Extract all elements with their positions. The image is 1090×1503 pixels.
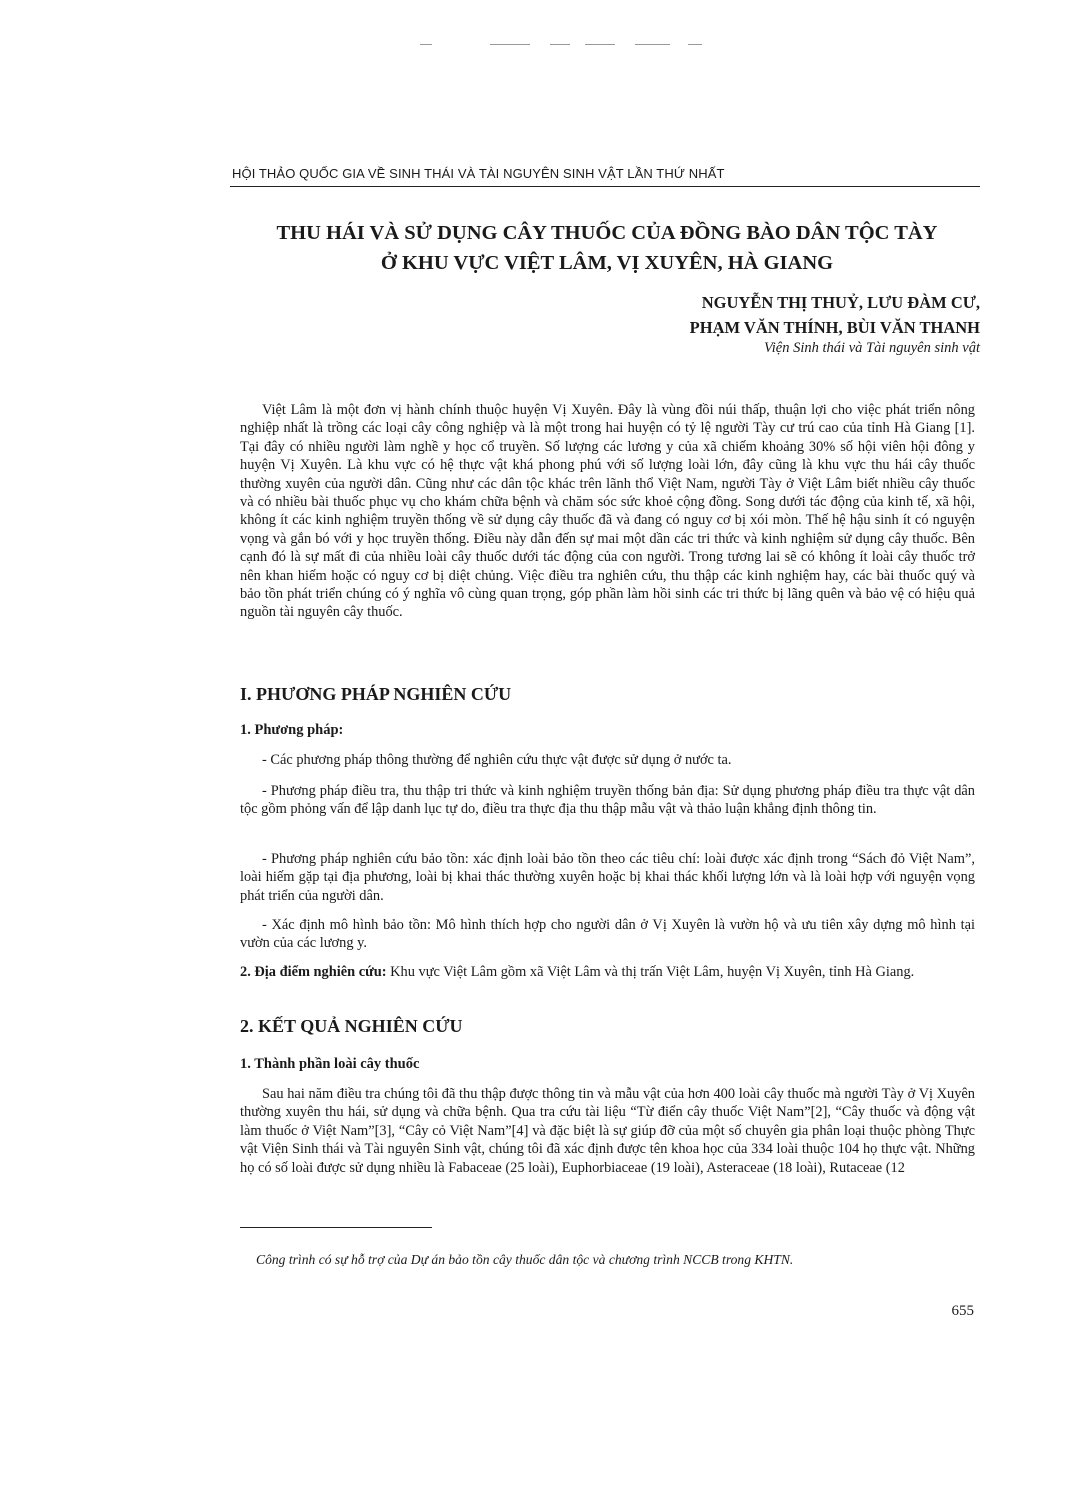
study-site-label: 2. Địa điểm nghiên cứu: xyxy=(240,964,387,980)
subheading-methods: 1. Phương pháp: xyxy=(240,722,344,738)
author-list xyxy=(560,290,980,340)
section-heading-methods: I. PHƯƠNG PHÁP NGHIÊN CỨU xyxy=(240,684,512,704)
paper-title xyxy=(232,218,982,278)
title-line-1: THU HÁI VÀ SỬ DỤNG CÂY THUỐC CỦA ĐỒNG BÀO DÂN TỘC TÀY xyxy=(276,222,938,244)
footnote-rule xyxy=(240,1227,432,1228)
affiliation: Viện Sinh thái và Tài nguyên sinh vật xyxy=(764,340,980,356)
section-heading-results: 2. KẾT QUẢ NGHIÊN CỨU xyxy=(240,1016,463,1036)
page-number: 655 xyxy=(951,1303,974,1319)
title-line-2: Ở KHU VỰC VIỆT LÂM, VỊ XUYÊN, HÀ GIANG xyxy=(380,252,834,274)
authors-line-1: NGUYỄN THỊ THUỶ, LƯU ĐÀM CƯ, xyxy=(701,293,980,312)
method-item-3: - Phương pháp nghiên cứu bảo tồn: xác định loài bảo tồn theo các tiêu chí: loài được xác định trong “Sách đỏ Việt Nam”, loài hiếm gặp tại địa phương, loài bị khai thác thường xuyên hoặc bị khai thác khối lượng lớn và là loài hợp với nguyện vọng phát triển của người dân. xyxy=(240,851,975,904)
subheading-species: 1. Thành phần loài cây thuốc xyxy=(240,1056,420,1072)
method-item-1: - Các phương pháp thông thường để nghiên cứu thực vật được sử dụng ở nước ta. xyxy=(262,752,732,768)
study-site-text: Khu vực Việt Lâm gồm xã Việt Lâm và thị trấn Việt Lâm, huyện Vị Xuyên, tỉnh Hà Giang. xyxy=(386,964,915,980)
study-site-paragraph xyxy=(240,963,975,981)
header-rule xyxy=(230,186,980,187)
running-head: HỘI THẢO QUỐC GIA VỀ SINH THÁI VÀ TÀI NGUYÊN SINH VẬT LẦN THỨ NHẤT xyxy=(232,166,725,181)
authors-line-2: PHẠM VĂN THÍNH, BÙI VĂN THANH xyxy=(689,318,980,337)
intro-paragraph: Việt Lâm là một đơn vị hành chính thuộc huyện Vị Xuyên. Đây là vùng đồi núi thấp, thuận lợi cho việc phát triển nông nghiệp nhất là trồng các loại cây công nghiệp và là một trong hai huyện có tỷ lệ người Tày cư trú cao của tỉnh Hà Giang [1]. Tại đây có nhiều người làm nghề y học cổ truyền. Số lượng các lương y của xã chiếm khoảng 30% số hội viên hội đông y huyện Vị Xuyên. Là khu vực có hệ thực vật khá phong phú với số lượng loài lớn, đây cũng là khu vực thu hái cây thuốc thường xuyên của người dân. Cũng như các dân tộc khác trên lãnh thổ Việt Nam, người Tày ở Việt Lâm biết nhiều cây thuốc và có nhiều bài thuốc phục vụ cho khám chữa bệnh và chăm sóc sức khoẻ cộng đồng. Song dưới tác động của kinh tế, xã hội, không ít các kinh nghiệm truyền thống về sử dụng cây thuốc đã và đang có nguy cơ bị xói mòn. Thế hệ hậu sinh ít có nguyện vọng và gắn bó với y học truyền thống. Điều này dẫn đến sự mai một dần các tri thức và kinh nghiệm sử dụng cây thuốc. Bên cạnh đó là sự mất đi của nhiều loài cây thuốc dưới tác động của con người. Trong tương lai sẽ có không ít loài cây thuốc trở nên khan hiếm hoặc có nguy cơ bị diệt chủng. Việc điều tra nghiên cứu, thu thập các kinh nghiệm hay, các bài thuốc quý và bảo tồn phát triển chúng có ý nghĩa vô cùng quan trọng, góp phần làm hồi sinh các tri thức bị lãng quên và bảo vệ có hiệu quả nguồn tài nguyên cây thuốc. xyxy=(240,402,975,621)
method-item-4: - Xác định mô hình bảo tồn: Mô hình thích hợp cho người dân ở Vị Xuyên là vườn hộ và ưu tiên xây dựng mô hình tại vườn của các lương y. xyxy=(240,917,975,952)
results-paragraph: Sau hai năm điều tra chúng tôi đã thu thập được thông tin và mẫu vật của hơn 400 loài cây thuốc mà người Tày ở Vị Xuyên thường xuyên thu hái, sử dụng và chữa bệnh. Qua tra cứu tài liệu “Từ điển cây thuốc Việt Nam”[2], “Cây thuốc và động vật làm thuốc ở Việt Nam”[3], “Cây cỏ Việt Nam”[4] và đặc biệt là sự giúp đỡ của một số chuyên gia phân loại thuộc phòng Thực vật Viện Sinh thái và Tài nguyên Sinh vật, chúng tôi đã xác định được tên khoa học của 334 loài thuộc 104 họ thực vật. Những họ có số loài được sử dụng nhiều là Fabaceae (25 loài), Euphorbiaceae (19 loài), Asteraceae (18 loài), Rutaceae (12 xyxy=(240,1086,975,1176)
footnote: Công trình có sự hỗ trợ của Dự án bảo tồn cây thuốc dân tộc và chương trình NCCB trong KHTN. xyxy=(256,1252,794,1267)
method-item-2: - Phương pháp điều tra, thu thập tri thức và kinh nghiệm truyền thống bản địa: Sử dụng phương pháp điều tra thực vật dân tộc gồm phỏng vấn để lập danh lục tự do, điều tra thực địa thu thập mẫu vật và thảo luận khẳng định thông tin. xyxy=(240,783,975,818)
scan-artifact-dashes xyxy=(420,44,720,48)
